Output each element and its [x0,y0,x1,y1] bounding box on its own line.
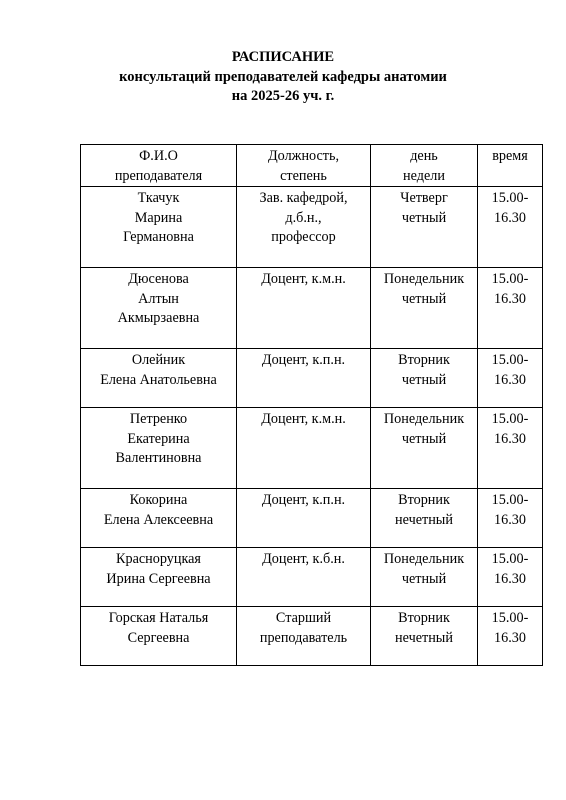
cell-text: д.б.н., [285,209,322,226]
cell-text: Горская Наталья [108,610,209,627]
cell-text: нечетный [395,511,453,528]
position-cell [237,268,371,349]
cell-text: Германовна [123,229,194,246]
cell-text: 16.30 [494,430,526,447]
weekday-cell [371,349,478,408]
teacher-name-cell [81,187,237,268]
table-row [81,548,543,607]
cell-text: Кокорина [129,492,188,509]
header-text: степень [280,167,327,184]
cell-text: четный [401,430,447,447]
cell-text: Доцент, к.п.н. [261,492,346,509]
cell-text: Алтын [138,290,179,307]
time-cell [478,187,543,268]
cell-text: Олейник [131,352,186,369]
cell-text: преподаватель [259,629,348,646]
weekday-cell [371,268,478,349]
cell-text: четный [401,209,447,226]
header-text: Должность, [267,148,340,164]
position-cell [237,349,371,408]
cell-text: нечетный [395,629,453,646]
time-cell [478,607,543,666]
time-cell [478,268,543,349]
teacher-name-cell [81,349,237,408]
table-row [81,268,543,349]
header-text: преподавателя [114,167,203,184]
cell-text: Доцент, к.б.н. [262,551,345,568]
teacher-name-cell [81,607,237,666]
position-cell [237,187,371,268]
weekday-cell [371,187,478,268]
cell-text: Доцент, к.м.н. [261,271,346,288]
cell-text: Доцент, к.п.н. [261,352,346,369]
cell-text: 15.00- [491,271,529,288]
table-row [81,349,543,408]
table-row [81,607,543,666]
cell-text: Акмырзаевна [117,310,200,327]
header-time [478,145,543,187]
position-cell [237,489,371,548]
table-row [81,408,543,489]
cell-text: 15.00- [491,610,529,627]
weekday-cell [371,607,478,666]
teacher-name-cell [81,268,237,349]
cell-text: Екатерина [127,430,190,447]
cell-text: Вторник [398,492,450,509]
weekday-cell [371,548,478,607]
document-title: РАСПИСАНИЕ [231,49,335,65]
cell-text: Понедельник [383,551,465,568]
position-cell [237,548,371,607]
table-row [81,187,543,268]
cell-text: 15.00- [491,352,529,369]
cell-text: Ткачук [137,190,180,207]
teacher-name-cell [81,408,237,489]
cell-text: Елена Анатольевна [100,371,217,388]
cell-text: четный [401,290,447,307]
cell-text: Четверг [400,190,448,207]
cell-text: 16.30 [494,511,526,528]
cell-text: Петренко [129,411,188,428]
academic-year: на 2025-26 уч. г. [231,88,335,104]
cell-text: Зав. кафедрой, [259,190,348,207]
cell-text: 15.00- [491,190,529,207]
cell-text: 15.00- [491,411,529,428]
cell-text: Дюсенова [128,271,189,288]
header-weekday [371,145,478,187]
cell-text: Елена Алексеевна [103,511,214,528]
weekday-cell [371,489,478,548]
position-cell [237,607,371,666]
weekday-cell [371,408,478,489]
cell-text: 16.30 [494,371,526,388]
cell-text: 16.30 [494,290,526,307]
cell-text: Доцент, к.м.н. [261,411,346,428]
cell-text: Вторник [398,610,450,627]
table-body [81,187,543,666]
header-text: Ф.И.О [139,148,178,164]
cell-text: 15.00- [491,492,529,509]
cell-text: Валентиновна [115,450,202,467]
cell-text: профессор [271,229,336,246]
position-cell [237,408,371,489]
cell-text: Старший [275,610,332,627]
time-cell [478,408,543,489]
cell-text: 16.30 [494,629,526,646]
table-row [81,489,543,548]
header-text: недели [403,167,445,184]
cell-text: Красноруцкая [116,551,201,568]
cell-text: 16.30 [494,570,526,587]
time-cell [478,349,543,408]
time-cell [478,548,543,607]
cell-text: 16.30 [494,209,526,226]
cell-text: Понедельник [383,411,465,428]
cell-text: четный [401,570,447,587]
cell-text: Ирина Сергеевна [106,570,211,587]
document-header [0,48,566,107]
consultation-schedule-table [80,144,543,666]
cell-text: Понедельник [383,271,465,288]
header-position [237,145,371,187]
time-cell [478,489,543,548]
document-subtitle: консультаций преподавателей кафедры анатомии [119,68,447,85]
header-text: день [410,148,438,164]
table-header [81,145,543,187]
cell-text: четный [401,371,447,388]
teacher-name-cell [81,489,237,548]
header-text: время [492,148,528,164]
cell-text: Марина [134,209,183,226]
teacher-name-cell [81,548,237,607]
header-row [81,145,543,187]
cell-text: Вторник [398,352,450,369]
header-teacher-name [81,145,237,187]
cell-text: Сергеевна [127,629,190,646]
cell-text: 15.00- [491,551,529,568]
